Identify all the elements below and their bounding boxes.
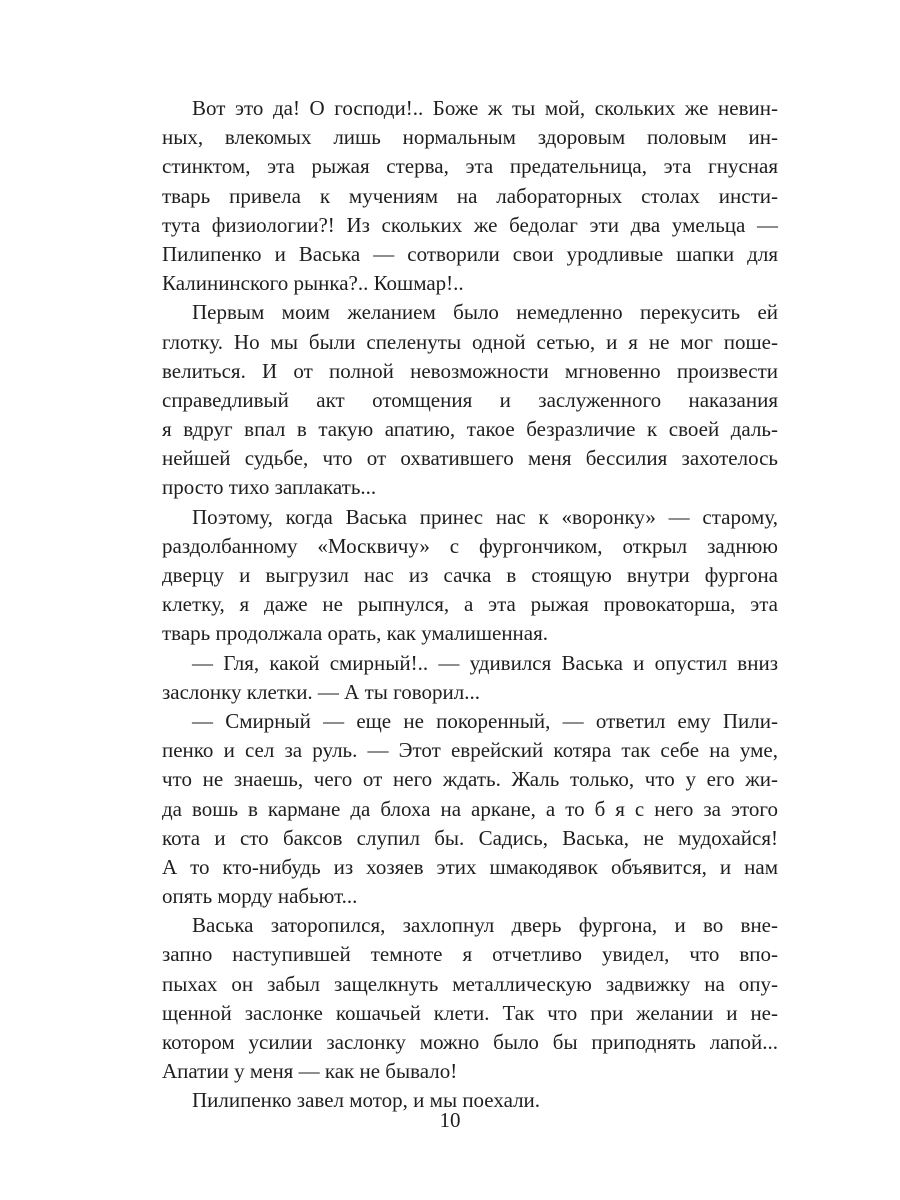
paragraph [162,649,778,707]
text-line: просто тихо заплакать... [162,475,377,500]
text-line: Васька заторопился, захлопнул дверь фургона, и во вне- [192,913,778,938]
text-line: Пилипенко и Васька — сотворили свои уродливые шапки для [162,241,778,266]
paragraph [162,94,778,298]
text-line: заслонку клетки. — А ты говорил... [162,679,480,704]
text-line: пыхах он забыл защелкнуть металлическую задвижку на опу- [162,971,778,996]
text-line: Вот это да! О господи!.. Боже ж ты мой, скольких же невин- [192,96,778,120]
text-line: Пилипенко завел мотор, и мы поехали. [192,1088,541,1113]
text-line: Апатии у меня — как не бывало! [162,1059,458,1084]
text-line: что не знаешь, чего от него ждать. Жаль только, что у его жи- [162,767,778,792]
text-line: тварь продолжала орать, как умалишенная. [162,621,549,646]
text-line: велиться. И от полной невозможности мгновенно произвести [162,358,778,383]
text-line: раздолбанному «Москвичу» с фургончиком, открыл заднюю [162,533,778,558]
paragraph [162,707,778,911]
text-line: ных, влекомых лишь нормальным здоровым половым ин- [162,125,778,150]
text-line: тварь привела к мучениям на лабораторных столах инсти- [162,183,778,208]
text-line: А то кто-нибудь из хозяев этих шмакодявок объявится, и нам [162,854,778,879]
text-line: котором усилии заслонку можно было бы приподнять лапой... [162,1030,778,1054]
text-line: клетку, я даже не рыпнулся, а эта рыжая провокаторша, эта [162,592,778,617]
text-line: Поэтому, когда Васька принес нас к «воронку» — старому, [192,504,778,529]
text-line: тута физиологии?! Из скольких же бедолаг эти два умельца — [162,212,778,237]
text-line: опять морду набьют... [162,884,358,909]
text-line: Первым моим желанием было немедленно перекусить ей [192,300,778,325]
text-line: дверцу и выгрузил нас из сачка в стоящую внутри фургона [162,563,778,587]
text-line: — Гля, какой смирный!.. — удивился Васька и опустил вниз [192,650,778,675]
text-line: кота и сто баксов слупил бы. Садись, Васька, не мудохайся! [162,825,778,850]
text-line: Калининского рынка?.. Кошмар!.. [162,271,464,296]
text-line: нейшей судьбе, что от охватившего меня бессилия захотелось [162,446,778,471]
text-line: щенной заслонке кошачьей клети. Так что при желании и не- [162,1000,778,1025]
paragraph [162,298,778,502]
text-line: глотку. Но мы были спеленуты одной сетью, и я не мог поше- [162,329,778,354]
page-number: 10 [439,1108,461,1132]
text-line: — Смирный — еще не покоренный, — ответил ему Пили- [192,708,778,733]
body-text [162,94,778,1116]
text-line: стинктом, эта рыжая стерва, эта предательница, эта гнусная [162,154,778,179]
paragraph [162,503,778,649]
text-line: справедливый акт отомщения и заслуженного наказания [162,387,778,412]
text-line: да вошь в кармане да блоха на аркане, а то б я с него за этого [162,796,778,821]
text-line: пенко и сел за руль. — Этот еврейский котяра так себе на уме, [162,738,778,763]
text-line: запно наступившей темноте я отчетливо увидел, что впо- [162,942,778,967]
text-line: я вдруг впал в такую апатию, такое безразличие к своей даль- [162,417,778,442]
paragraph [162,911,778,1086]
